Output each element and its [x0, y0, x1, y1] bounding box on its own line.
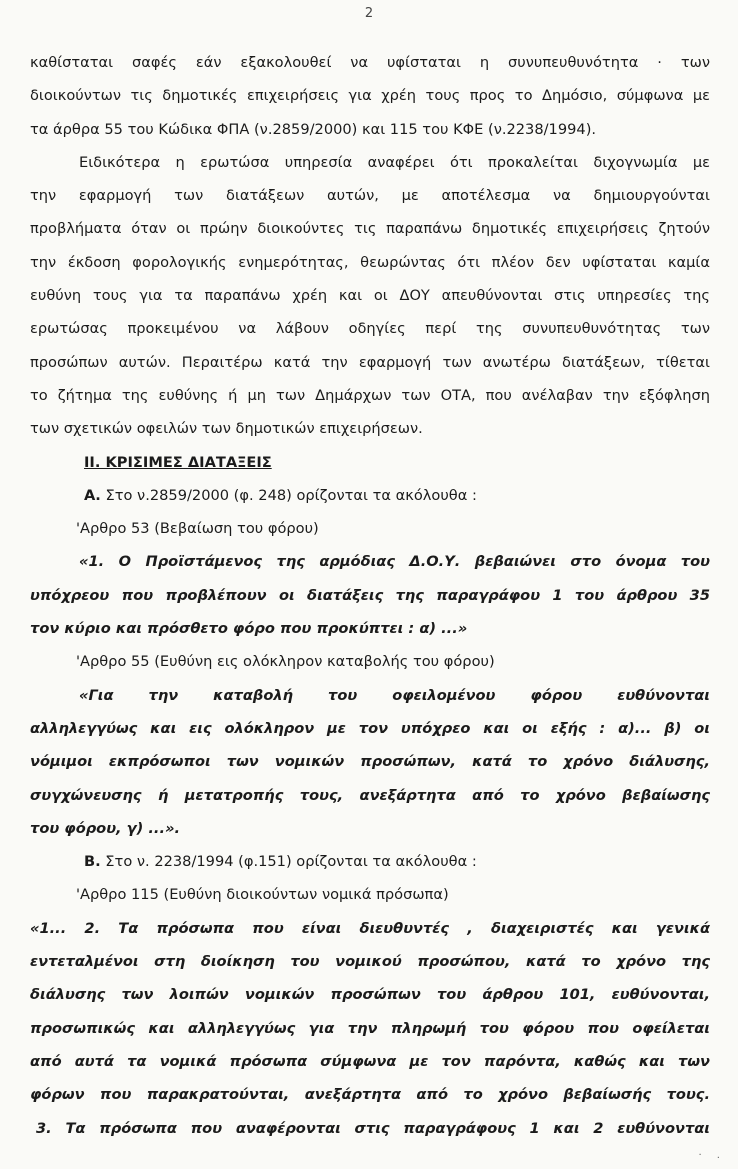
article-115-title: 'Αρθρο 115 (Ευθύνη διοικούντων νομικά πρόσωπα) [76, 886, 449, 904]
para2-line-7: προσώπων αυτών. Περαιτέρω κατά την εφαρμογή των ανωτέρω διατάξεων, τίθεται [30, 353, 710, 371]
quote-115-line-1: «1... 2. Τα πρόσωπα που είναι διευθυντές , διαχειριστές και γενικά [30, 919, 710, 937]
quote-115-line-3: διάλυσης των λοιπών νομικών προσώπων του άρθρου 101, ευθύνονται, [30, 986, 710, 1004]
intro-line-2: διοικούντων τις δημοτικές επιχειρήσεις για χρέη τους προς το Δημόσιο, σύμφωνα με [30, 87, 710, 105]
para2-line-2: την εφαρμογή των διατάξεων αυτών, με αποτέλεσμα να δημιουργούνται [30, 187, 710, 205]
section-a-marker: Α. [84, 486, 101, 504]
quote-115-line-7: 3. Τα πρόσωπα που αναφέρονται στις παραγράφους 1 και 2 ευθύνονται [36, 1119, 710, 1137]
page-number: 2 [364, 6, 374, 21]
para2-line-3: προβλήματα όταν οι πρώην διοικούντες τις παραπάνω δημοτικές επιχειρήσεις ζητούν [30, 220, 710, 238]
quote-53-line-1: «1. Ο Προϊστάμενος της αρμόδιας Δ.Ο.Υ. βεβαιώνει στο όνομα του [79, 553, 710, 571]
intro-line-3: τα άρθρα 55 του Κώδικα ΦΠΑ (ν.2859/2000) και 115 του ΚΦΕ (ν.2238/1994). [30, 120, 597, 138]
quote-55-line-3: νόμιμοι εκπρόσωποι των νομικών προσώπων, κατά το χρόνο διάλυσης, [30, 753, 710, 771]
quote-115-line-5: από αυτά τα νομικά πρόσωπα σύμφωνα με τον παρόντα, καθώς και των [30, 1052, 710, 1070]
quote-53-line-2: υπόχρεου που προβλέπουν οι διατάξεις της παραγράφου 1 του άρθρου 35 [30, 586, 710, 604]
quote-115-line-6: φόρων που παρακρατούνται, ανεξάρτητα από το χρόνο βεβαίωσής τους. [30, 1086, 710, 1104]
section-a-intro [30, 479, 710, 512]
quote-115-line-4: προσωπικώς και αλληλεγγύως για την πληρωμή του φόρου που οφείλεται [30, 1019, 710, 1037]
section-b-intro [30, 845, 710, 878]
section-b-text: Στο ν. 2238/1994 (φ.151) ορίζονται τα ακόλουθα : [100, 853, 477, 871]
intro-line-1: καθίσταται σαφές εάν εξακολουθεί να υφίσταται η συνυπευθυνότητα · των [30, 54, 710, 71]
section-b-marker: Β. [84, 853, 101, 871]
quote-55-line-2: αλληλεγγύως και εις ολόκληρον με τον υπόχρεο και οι εξής : α)... β) οι [30, 719, 710, 737]
document-body [30, 46, 710, 1145]
para2-line-5: ευθύνη τους για τα παραπάνω χρέη και οι ΔΟΥ απευθύνονται στις υπηρεσίες της [30, 287, 710, 305]
section-a-text: Στο ν.2859/2000 (φ. 248) ορίζονται τα ακόλουθα : [100, 486, 477, 504]
section-heading: II. ΚΡΙΣΙΜΕΣ ΔΙΑΤΑΞΕΙΣ [84, 453, 272, 471]
article-53-title: 'Αρθρο 53 (Βεβαίωση του φόρου) [76, 520, 319, 538]
corner-marks: · . [698, 1150, 726, 1161]
para2-line-1: Ειδικότερα η ερωτώσα υπηρεσία αναφέρει ότι προκαλείται διχογνωμία με [79, 153, 710, 171]
quote-55-line-1: «Για την καταβολή του οφειλομένου φόρου ευθύνονται [79, 686, 710, 704]
para2-line-4: την έκδοση φορολογικής ενημερότητας, θεωρώντας ότι πλέον δεν υφίσταται καμία [30, 253, 710, 271]
article-55-title: 'Αρθρο 55 (Ευθύνη εις ολόκληρον καταβολής του φόρου) [76, 653, 495, 671]
quote-55-line-4: συγχώνευσης ή μετατροπής τους, ανεξάρτητα από το χρόνο βεβαίωσης [30, 786, 710, 804]
quote-115-line-2: εντεταλμένοι στη διοίκηση του νομικού προσώπου, κατά το χρόνο της [30, 953, 710, 971]
para2-line-9: των σχετικών οφειλών των δημοτικών επιχειρήσεων. [30, 420, 423, 438]
quote-53-line-3: τον κύριο και πρόσθετο φόρο που προκύπτει : α) ...» [30, 620, 468, 638]
para2-line-8: το ζήτημα της ευθύνης ή μη των Δημάρχων των ΟΤΑ, που ανέλαβαν την εξόφληση [30, 386, 710, 404]
para2-line-6: ερωτώσας προκειμένου να λάβουν οδηγίες περί της συνυπευθυνότητας των [30, 320, 710, 338]
quote-55-line-5: του φόρου, γ) ...». [30, 819, 181, 837]
